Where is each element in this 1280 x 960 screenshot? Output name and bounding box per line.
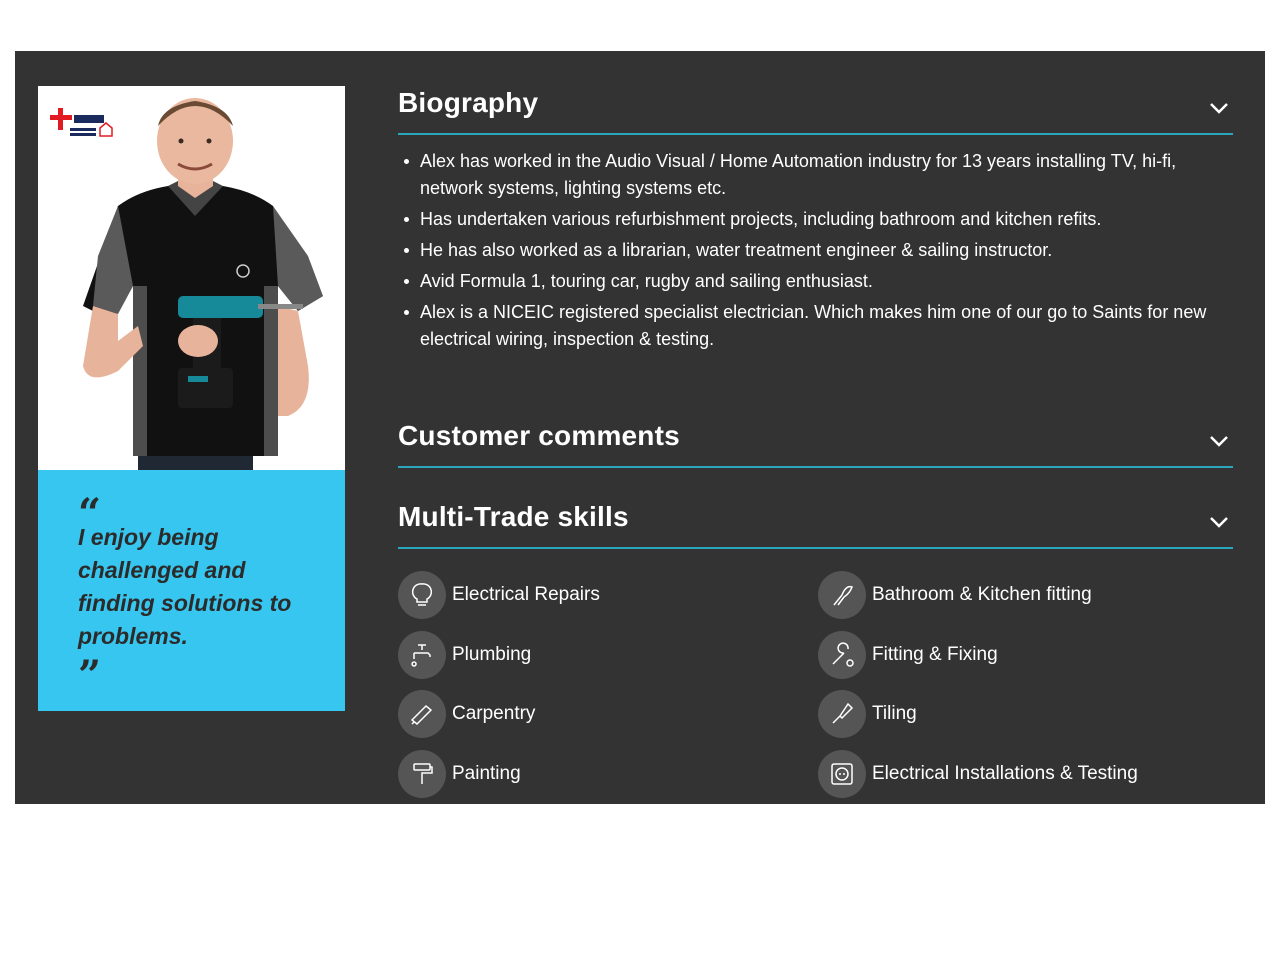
profile-panel: [15, 51, 1265, 804]
skill-label: Carpentry: [452, 703, 536, 724]
skills-header[interactable]: [398, 501, 1233, 549]
skill-label: Plumbing: [452, 644, 532, 665]
skill-label: Tiling: [872, 703, 917, 724]
trowel-icon: [818, 690, 866, 738]
quote-text: I enjoy being challenged and finding solutions to problems.: [78, 524, 292, 649]
chevron-down-icon[interactable]: [1209, 101, 1229, 115]
biography-title: Biography: [398, 87, 539, 118]
skill-label: Painting: [452, 763, 521, 784]
quote-close-mark: ”: [78, 652, 102, 699]
list-item: Alex has worked in the Audio Visual / Home Automation industry for 13 years installing TV, hi-fi, network systems, lighting systems etc.: [420, 148, 1235, 202]
skill-electrical-repairs: [398, 571, 600, 619]
biography-list: [420, 148, 1235, 357]
list-item: Avid Formula 1, touring car, rugby and sailing enthusiast.: [420, 268, 1235, 295]
list-item: Alex is a NICEIC registered specialist electrician. Which makes him one of our go to Saints for new electrical wiring, inspection & testing.: [420, 299, 1235, 353]
skill-electrical-installations: [818, 750, 1138, 798]
skill-label: Electrical Installations & Testing: [872, 763, 1138, 784]
pliers-icon: [818, 571, 866, 619]
skill-carpentry: [398, 690, 535, 738]
biography-header[interactable]: [398, 87, 1233, 135]
skill-label: Electrical Repairs: [452, 584, 600, 605]
skill-label: Bathroom & Kitchen fitting: [872, 584, 1092, 605]
customer-comments-header[interactable]: [398, 420, 1233, 468]
niceic-logo: [48, 106, 118, 146]
skill-label: Fitting & Fixing: [872, 644, 998, 665]
chevron-down-icon[interactable]: [1209, 434, 1229, 448]
chevron-down-icon[interactable]: [1209, 515, 1229, 529]
list-item: Has undertaken various refurbishment projects, including bathroom and kitchen refits.: [420, 206, 1235, 233]
profile-photo: [38, 86, 345, 470]
paint-roller-icon: [398, 750, 446, 798]
socket-icon: [818, 750, 866, 798]
skills-title: Multi-Trade skills: [398, 501, 629, 532]
customer-comments-title: Customer comments: [398, 420, 680, 451]
skill-tiling: [818, 690, 917, 738]
skill-plumbing: [398, 631, 531, 679]
quote-open-mark: “: [78, 490, 102, 537]
wrench-icon: [818, 631, 866, 679]
list-item: He has also worked as a librarian, water treatment engineer & sailing instructor.: [420, 237, 1235, 264]
quote-box: [38, 470, 345, 711]
saw-icon: [398, 690, 446, 738]
skill-bathroom-kitchen: [818, 571, 1092, 619]
skill-painting: [398, 750, 521, 798]
lightbulb-icon: [398, 571, 446, 619]
skill-fitting-fixing: [818, 631, 998, 679]
tap-icon: [398, 631, 446, 679]
